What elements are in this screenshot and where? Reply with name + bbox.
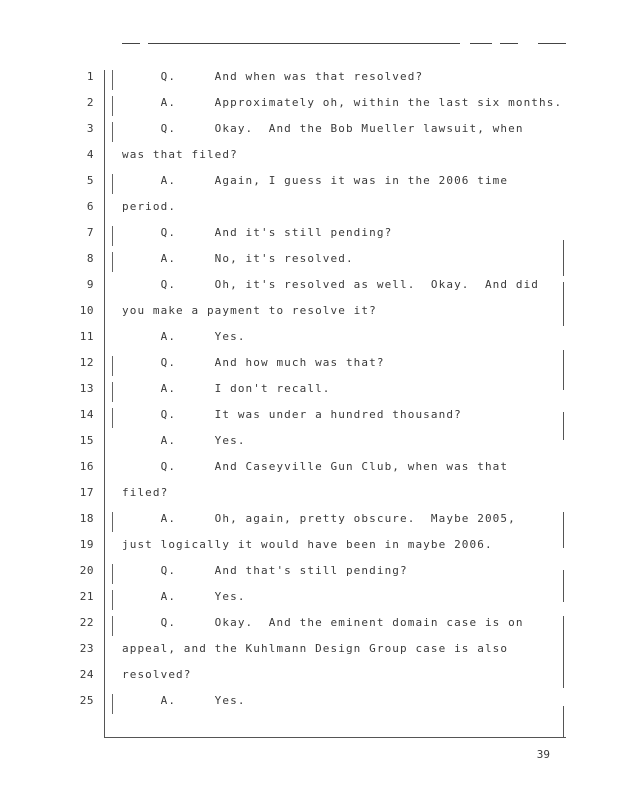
bottom-margin-rule	[104, 737, 566, 738]
line-text: Q. And it's still pending?	[122, 226, 393, 239]
line-number: 19	[79, 538, 94, 551]
line-number: 9	[86, 278, 94, 291]
top-rule	[470, 43, 492, 44]
transcript-line	[0, 278, 618, 304]
transcript-line	[0, 148, 618, 174]
line-text: just logically it would have been in maybe 2006.	[122, 538, 493, 551]
transcript-line	[0, 70, 618, 96]
line-number: 4	[86, 148, 94, 161]
line-text: appeal, and the Kuhlmann Design Group case is also	[122, 642, 509, 655]
transcript-line	[0, 226, 618, 252]
line-number: 3	[86, 122, 94, 135]
transcript-line	[0, 642, 618, 668]
transcript-line	[0, 694, 618, 720]
top-rule	[500, 43, 518, 44]
line-number: 5	[86, 174, 94, 187]
transcript-line	[0, 408, 618, 434]
line-text: A. Yes.	[122, 590, 246, 603]
line-number: 1	[86, 70, 94, 83]
line-number: 20	[79, 564, 94, 577]
transcript-line	[0, 200, 618, 226]
transcript-line	[0, 304, 618, 330]
transcript-line	[0, 434, 618, 460]
line-number: 17	[79, 486, 94, 499]
line-number: 25	[79, 694, 94, 707]
line-number: 2	[86, 96, 94, 109]
transcript-line	[0, 538, 618, 564]
transcript-line	[0, 356, 618, 382]
transcript-line	[0, 564, 618, 590]
line-text: A. No, it's resolved.	[122, 252, 354, 265]
transcript-line	[0, 122, 618, 148]
line-number: 13	[79, 382, 94, 395]
page-number: 39	[536, 748, 550, 761]
line-text: filed?	[122, 486, 169, 499]
line-text: A. Yes.	[122, 330, 246, 343]
line-number: 7	[86, 226, 94, 239]
transcript-line	[0, 512, 618, 538]
line-text: period.	[122, 200, 177, 213]
line-number: 15	[79, 434, 94, 447]
transcript-line	[0, 486, 618, 512]
transcript-line	[0, 174, 618, 200]
line-number: 6	[86, 200, 94, 213]
transcript-line	[0, 330, 618, 356]
line-number: 21	[79, 590, 94, 603]
line-text: A. Approximately oh, within the last six months.	[122, 96, 563, 109]
line-text: A. Yes.	[122, 694, 246, 707]
transcript-line	[0, 460, 618, 486]
line-number: 16	[79, 460, 94, 473]
line-text: Q. And how much was that?	[122, 356, 385, 369]
top-rule	[148, 43, 460, 44]
line-text: Q. And Caseyville Gun Club, when was that	[122, 460, 509, 473]
line-text: Q. Okay. And the Bob Mueller lawsuit, when	[122, 122, 524, 135]
line-text: A. I don't recall.	[122, 382, 331, 395]
line-text: A. Oh, again, pretty obscure. Maybe 2005,	[122, 512, 516, 525]
line-text: Q. And when was that resolved?	[122, 70, 424, 83]
transcript-line	[0, 590, 618, 616]
transcript-line	[0, 382, 618, 408]
line-number: 10	[79, 304, 94, 317]
line-text: Q. It was under a hundred thousand?	[122, 408, 462, 421]
line-number: 8	[86, 252, 94, 265]
line-text: A. Again, I guess it was in the 2006 time	[122, 174, 509, 187]
transcript-line	[0, 252, 618, 278]
line-text: resolved?	[122, 668, 192, 681]
top-rule	[122, 43, 140, 44]
line-number: 23	[79, 642, 94, 655]
line-text: A. Yes.	[122, 434, 246, 447]
line-number: 14	[79, 408, 94, 421]
line-text: was that filed?	[122, 148, 238, 161]
transcript-line	[0, 96, 618, 122]
line-text: you make a payment to resolve it?	[122, 304, 377, 317]
line-number: 12	[79, 356, 94, 369]
line-number: 11	[79, 330, 94, 343]
line-number: 22	[79, 616, 94, 629]
line-text: Q. Okay. And the eminent domain case is on	[122, 616, 524, 629]
transcript-line	[0, 668, 618, 694]
line-text: Q. Oh, it's resolved as well. Okay. And did	[122, 278, 540, 291]
transcript-line	[0, 616, 618, 642]
line-text: Q. And that's still pending?	[122, 564, 408, 577]
top-rule	[538, 43, 566, 44]
line-number: 24	[79, 668, 94, 681]
line-number: 18	[79, 512, 94, 525]
